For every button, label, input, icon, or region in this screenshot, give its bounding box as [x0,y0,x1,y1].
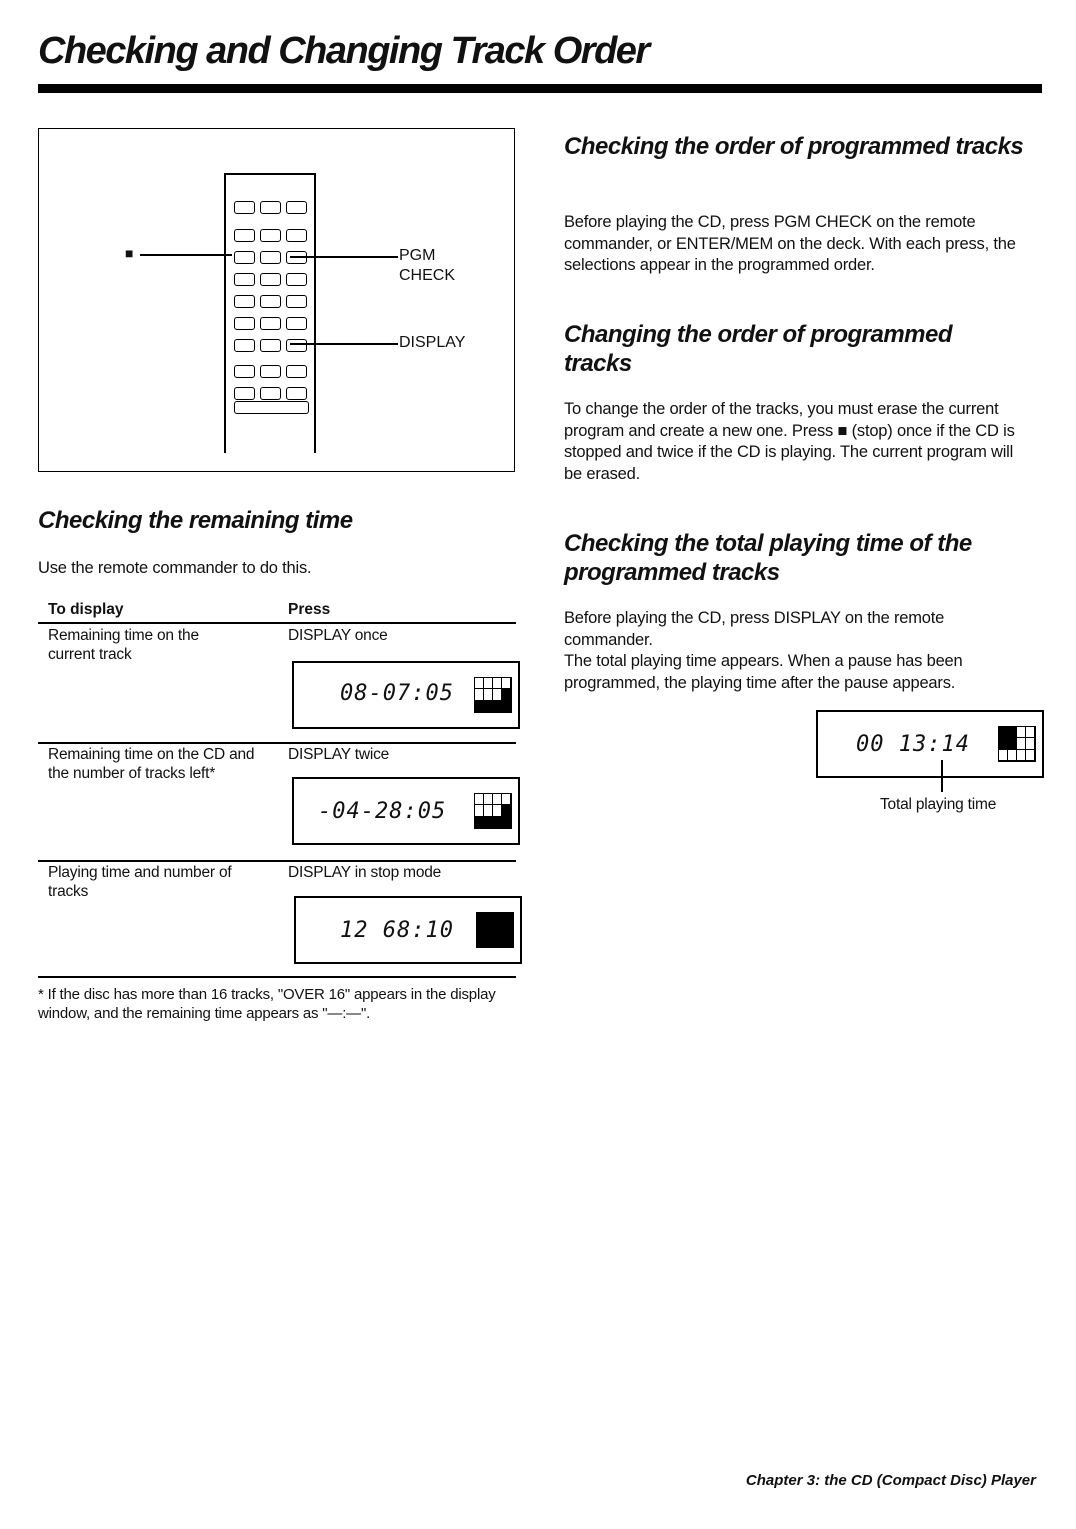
row1-press: DISPLAY once [288,627,388,644]
row-divider [38,860,516,862]
total-time-body1: Before playing the CD, press DISPLAY on the remote commander. [564,609,945,649]
track-grid-row2 [474,793,512,829]
lcd-row2-text: -04-28:05 [318,799,447,824]
total-time-caption: Total playing time [880,796,997,813]
order-check-body: Before playing the CD, press PGM CHECK on the remote commander, or ENTER/MEM on the deck. With each press, the selections appear in the programmed order. [564,213,1016,274]
row3-display: Playing time and number of tracks [48,864,232,900]
row-divider [38,742,516,744]
order-change-heading: Changing the order of programmed tracks [564,321,953,377]
display-label: DISPLAY [399,334,466,351]
page-footer: Chapter 3: the CD (Compact Disc) Player [745,1472,1036,1489]
track-grid-row3 [476,912,514,948]
stop-leader-line [140,254,232,256]
track-grid-row1 [474,677,512,713]
lcd-total-text: 00 13:14 [856,732,970,757]
row2-display: Remaining time on the CD and the number of tracks left* [48,746,255,782]
lcd-row3 [294,896,522,964]
total-time-heading: Checking the total playing time of the programmed tracks [564,530,972,586]
lcd-row1-text: 08-07:05 [340,681,454,706]
lcd-total-time [816,710,1044,778]
row3-press: DISPLAY in stop mode [288,864,442,881]
row1-display: Remaining time on the current track [48,627,199,663]
col-press: Press [288,601,331,618]
stop-symbol: ■ [125,245,134,261]
order-check-heading: Checking the order of programmed tracks [564,133,1024,160]
page-title: Checking and Changing Track Order [38,30,649,72]
remaining-heading: Checking the remaining time [38,507,353,534]
caption-leader [941,760,943,792]
check-label: CHECK [399,267,456,284]
table-header-rule [38,622,516,624]
remaining-intro: Use the remote commander to do this. [38,559,312,577]
pgm-leader-line [290,256,398,258]
order-change-body: To change the order of the tracks, you must erase the current program and create a new one. Press ■ (stop) once if the CD is stopped and twice if the CD is playing. The current program will be erased. [564,400,1015,483]
table-bottom-rule [38,976,516,978]
lcd-row2 [292,777,520,845]
col-to-display: To display [48,601,124,618]
pgm-label: PGM [399,247,436,264]
title-rule [38,84,1042,93]
display-leader-line [290,343,398,345]
lcd-row3-text: 12 68:10 [340,918,454,943]
total-time-body2: The total playing time appears. When a pause has been programmed, the playing time after the pause appears. [564,652,963,692]
remote-illustration [224,173,316,453]
row2-press: DISPLAY twice [288,746,390,763]
track-grid-total [998,726,1036,762]
footnote: * If the disc has more than 16 tracks, "OVER 16" appears in the display window, and the remaining time appears as "—:—". [38,986,496,1022]
lcd-row1 [292,661,520,729]
